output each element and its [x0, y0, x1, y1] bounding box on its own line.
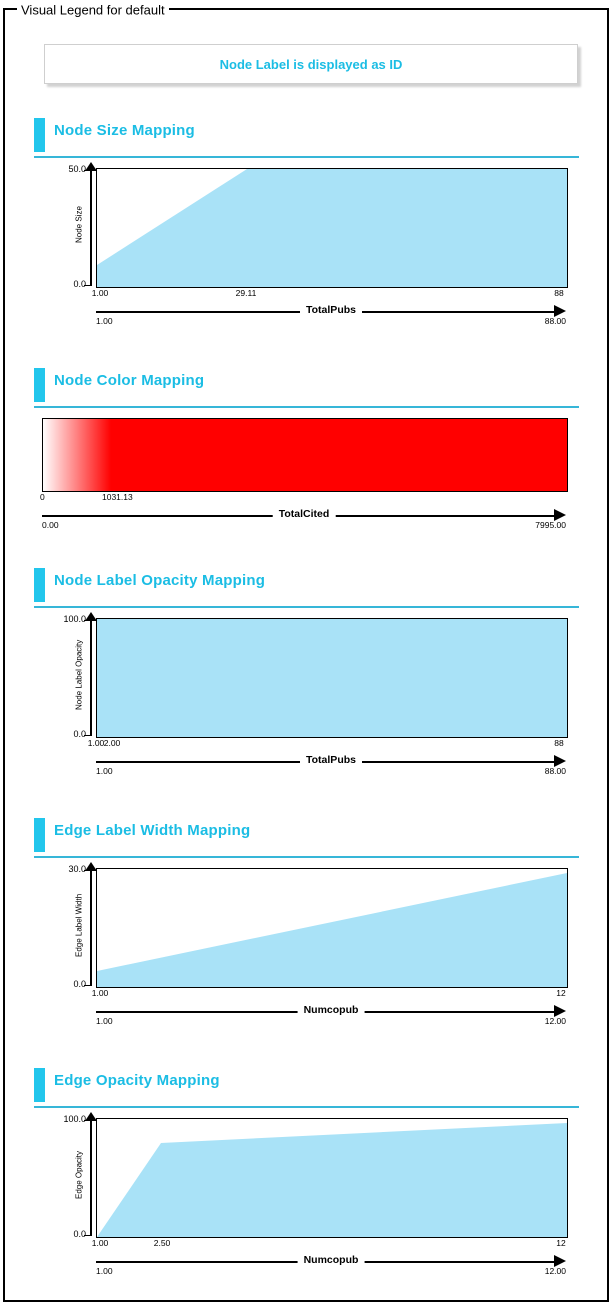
area-series: [97, 1119, 567, 1237]
x-axis-attribute: TotalCited: [273, 508, 336, 520]
range-max-label: 12.00: [544, 1016, 566, 1026]
section-edge-label-width-mapping: [34, 818, 579, 1026]
area-series: [97, 869, 567, 987]
node-label-note-text: Node Label is displayed as ID: [219, 56, 403, 72]
y-axis-line: [90, 170, 92, 286]
plot-node-label-opacity: [34, 614, 579, 776]
section-title: Node Label Opacity Mapping: [54, 572, 266, 589]
section-divider: [34, 606, 579, 608]
x-tick-label: 1.00: [91, 288, 109, 298]
section-edge-opacity-mapping: [34, 1068, 579, 1276]
x-range-bar: [96, 304, 566, 324]
x-range-bar: [96, 1254, 566, 1274]
chart-area: [96, 168, 568, 288]
y-axis-line: [90, 1120, 92, 1236]
range-min-label: 1.00: [96, 766, 113, 776]
x-tick-label: 2.50: [153, 1238, 171, 1248]
section-node-color-mapping: [34, 368, 579, 534]
x-axis-attribute: Numcopub: [298, 1004, 365, 1016]
section-header: [34, 118, 579, 158]
section-header: [34, 818, 579, 858]
range-max-label: 88.00: [544, 316, 566, 326]
y-min-label: 0.0: [73, 729, 86, 739]
section-node-size-mapping: [34, 118, 579, 326]
range-min-label: 1.00: [96, 316, 113, 326]
y-min-label: 0.0: [73, 979, 86, 989]
colorbar-ticks: [42, 492, 566, 504]
x-tick-label: 12: [556, 988, 566, 998]
section-node-label-opacity-mapping: [34, 568, 579, 776]
plot-edge-label-width: [34, 864, 579, 1026]
area-series: [97, 169, 567, 287]
x-tick-label: 2.00: [103, 738, 121, 748]
x-tick-label: 1.00: [91, 988, 109, 998]
section-accent-bar: [34, 118, 45, 152]
section-accent-bar: [34, 568, 45, 602]
range-min-label: 1.00: [96, 1016, 113, 1026]
section-header: [34, 568, 579, 608]
y-axis-title: Edge Opacity: [74, 1150, 84, 1200]
section-accent-bar: [34, 1068, 45, 1102]
plot-node-color: [34, 414, 579, 534]
range-min-label: 0.00: [42, 520, 59, 530]
section-accent-bar: [34, 368, 45, 402]
x-range-bar: [96, 754, 566, 774]
colorbar-tick-label: 1031.13: [102, 492, 133, 502]
x-tick-label: 88: [554, 738, 564, 748]
color-gradient-bar: [42, 418, 568, 492]
colorbar-tick-label: 0: [40, 492, 45, 502]
range-max-label: 88.00: [544, 766, 566, 776]
section-title: Edge Label Width Mapping: [54, 822, 251, 839]
chart-area: [96, 618, 568, 738]
x-axis-attribute: TotalPubs: [300, 304, 362, 316]
section-divider: [34, 856, 579, 858]
plot-edge-opacity: [34, 1114, 579, 1276]
x-tick-label: 1.00: [91, 1238, 109, 1248]
y-axis-title: Node Label Opacity: [74, 639, 84, 711]
section-divider: [34, 406, 579, 408]
range-min-label: 1.00: [96, 1266, 113, 1276]
section-header: [34, 368, 579, 408]
section-divider: [34, 1106, 579, 1108]
node-label-note-box: [44, 44, 578, 84]
y-min-label: 0.0: [73, 1229, 86, 1239]
x-range-bar: [42, 508, 566, 528]
x-tick-label: 12: [556, 1238, 566, 1248]
chart-area: [96, 868, 568, 988]
y-min-label: 0.0: [73, 279, 86, 289]
section-accent-bar: [34, 818, 45, 852]
y-axis-title: Node Size: [74, 206, 84, 244]
y-axis-title: Edge Label Width: [74, 893, 84, 957]
y-axis-line: [90, 870, 92, 986]
chart-area: [96, 1118, 568, 1238]
range-max-label: 12.00: [544, 1266, 566, 1276]
y-max-label: 100.0: [63, 614, 86, 624]
page-title: Visual Legend for default: [17, 3, 169, 18]
area-series: [97, 619, 567, 737]
range-max-label: 7995.00: [535, 520, 566, 530]
section-header: [34, 1068, 579, 1108]
y-max-label: 30.0: [68, 864, 86, 874]
section-title: Node Color Mapping: [54, 372, 205, 389]
x-axis-attribute: TotalPubs: [300, 754, 362, 766]
section-title: Edge Opacity Mapping: [54, 1072, 220, 1089]
x-tick-label: 1.00: [87, 738, 105, 748]
x-range-bar: [96, 1004, 566, 1024]
y-axis-line: [90, 620, 92, 736]
x-tick-label: 88: [554, 288, 564, 298]
y-max-label: 50.0: [68, 164, 86, 174]
section-title: Node Size Mapping: [54, 122, 195, 139]
x-tick-label: 29.11: [235, 288, 257, 298]
x-axis-attribute: Numcopub: [298, 1254, 365, 1266]
section-divider: [34, 156, 579, 158]
y-max-label: 100.0: [63, 1114, 86, 1124]
plot-node-size: [34, 164, 579, 326]
